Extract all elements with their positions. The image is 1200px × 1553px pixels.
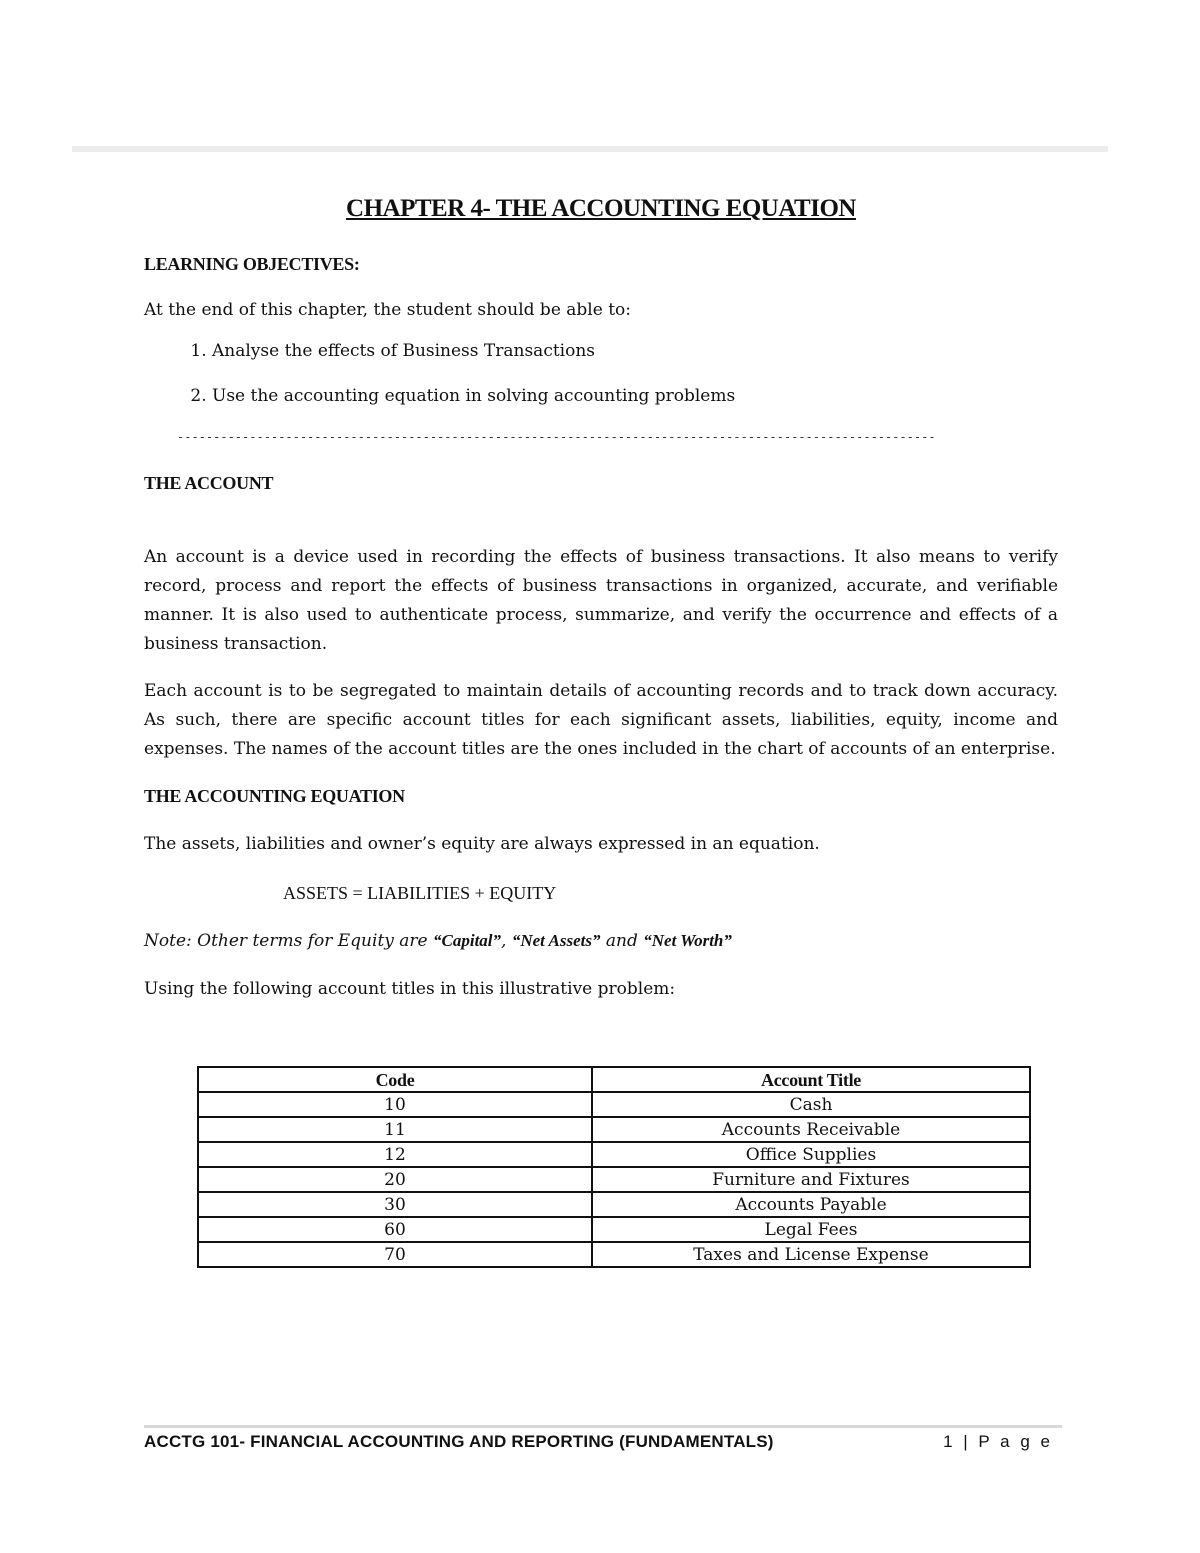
cell-code: 70 (198, 1242, 592, 1267)
equity-note (144, 926, 1058, 956)
learning-objectives-heading: LEARNING OBJECTIVES: (144, 254, 360, 274)
cell-account-title: Accounts Payable (592, 1192, 1030, 1217)
table-header-row (198, 1067, 1030, 1092)
objective-item: 2. Use the accounting equation in solving accounting problems (212, 382, 1058, 411)
note-prefix: Note: Other terms for Equity are (144, 931, 434, 951)
table-row (198, 1217, 1030, 1242)
table-intro: Using the following account titles in this illustrative problem: (144, 979, 676, 999)
note-separator: , (501, 931, 512, 951)
objectives-list (144, 337, 1058, 411)
section-divider: --------------------------------------------------------------------------------------------------------- (177, 430, 936, 444)
note-separator: and (600, 931, 644, 951)
table-row (198, 1117, 1030, 1142)
document-body (144, 192, 1058, 1004)
footer-course-title: ACCTG 101- FINANCIAL ACCOUNTING AND REPORTING (FUNDAMENTALS) (144, 1432, 774, 1451)
note-term-capital: “Capital” (433, 931, 502, 950)
cell-code: 10 (198, 1092, 592, 1117)
note-term-net-worth: “Net Worth” (643, 931, 732, 950)
footer-page-number: 1 | P a g e (943, 1432, 1053, 1451)
the-account-heading: THE ACCOUNT (144, 473, 274, 493)
cell-account-title: Office Supplies (592, 1142, 1030, 1167)
note-term-net-assets: “Net Assets” (511, 931, 601, 950)
cell-code: 12 (198, 1142, 592, 1167)
objective-item: 1. Analyse the effects of Business Transactions (212, 337, 1058, 366)
header-code: Code (198, 1067, 592, 1092)
table-row (198, 1242, 1030, 1267)
cell-account-title: Taxes and License Expense (592, 1242, 1030, 1267)
cell-code: 11 (198, 1117, 592, 1142)
cell-code: 20 (198, 1167, 592, 1192)
objectives-intro: At the end of this chapter, the student should be able to: (144, 300, 631, 320)
cell-account-title: Cash (592, 1092, 1030, 1117)
accounting-equation: ASSETS = LIABILITIES + EQUITY (283, 883, 557, 903)
cell-account-title: Furniture and Fixtures (592, 1167, 1030, 1192)
header-rule (72, 146, 1108, 152)
cell-code: 30 (198, 1192, 592, 1217)
account-paragraph-2: Each account is to be segregated to maintain details of accounting records and to track down accuracy. As such, there are specific account titles for each significant assets, liabilities, equity, income and expenses. The names of the account titles are the ones included in the chart of accounts of an enterprise. (144, 681, 1058, 759)
cell-account-title: Accounts Receivable (592, 1117, 1030, 1142)
table-row (198, 1167, 1030, 1192)
footer-rule (144, 1425, 1062, 1428)
equation-intro: The assets, liabilities and owner’s equity are always expressed in an equation. (144, 834, 820, 854)
header-account-title: Account Title (592, 1067, 1030, 1092)
accounting-equation-heading: THE ACCOUNTING EQUATION (144, 786, 405, 806)
account-titles-table (197, 1066, 1031, 1268)
table-row (198, 1142, 1030, 1167)
table-row (198, 1192, 1030, 1217)
chapter-title: CHAPTER 4- THE ACCOUNTING EQUATION (346, 195, 856, 222)
cell-code: 60 (198, 1217, 592, 1242)
cell-account-title: Legal Fees (592, 1217, 1030, 1242)
table-row (198, 1092, 1030, 1117)
account-paragraph-1: An account is a device used in recording the effects of business transactions. It also means to verify record, process and report the effects of business transactions in organized, accurate, and verifiable manner. It is also used to authenticate process, summarize, and verify the occurrence and effects of a business transaction. (144, 547, 1058, 654)
